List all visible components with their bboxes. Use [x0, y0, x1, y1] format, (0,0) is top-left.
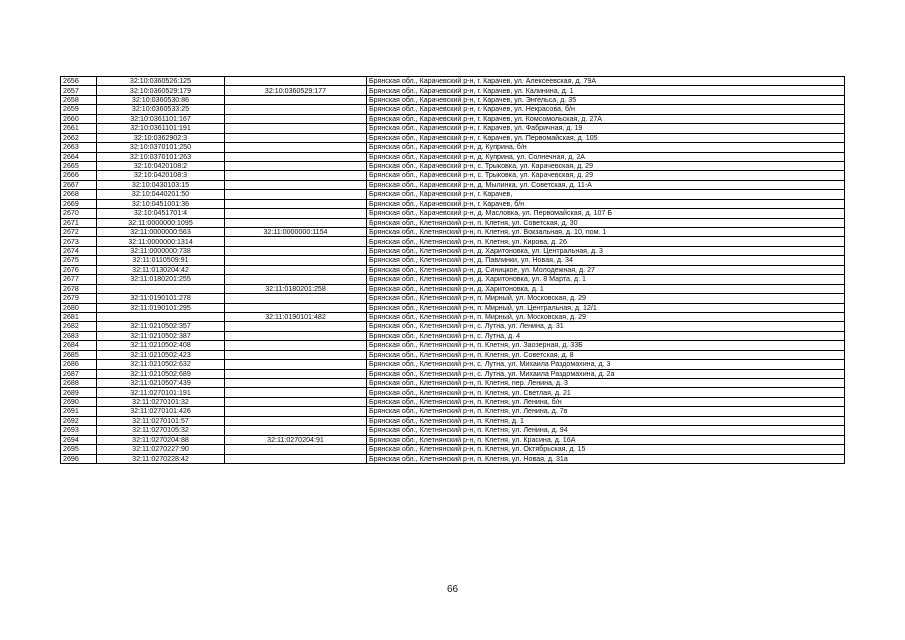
related-cadastral-number-cell [225, 256, 367, 265]
row-number-cell: 2681 [61, 312, 97, 321]
registry-table [60, 76, 845, 464]
table-row [61, 105, 845, 114]
row-number-cell: 2688 [61, 379, 97, 388]
cadastral-number-cell: 32:10:0362902:3 [97, 133, 225, 142]
address-cell: Брянская обл., Клетнянский р-н, п. Клетня, ул. Красина, д. 16А [367, 435, 845, 444]
cadastral-number-cell: 32:11:0210502:408 [97, 341, 225, 350]
table-row [61, 275, 845, 284]
related-cadastral-number-cell [225, 294, 367, 303]
related-cadastral-number-cell [225, 246, 367, 255]
address-cell: Брянская обл., Клетнянский р-н, с. Лутна, ул. Михаила Раздомахина, д. 2а [367, 369, 845, 378]
table-row [61, 445, 845, 454]
table-row [61, 124, 845, 133]
row-number-cell: 2660 [61, 114, 97, 123]
cadastral-number-cell: 32:11:0270101:426 [97, 407, 225, 416]
related-cadastral-number-cell: 32:11:0180201:258 [225, 284, 367, 293]
related-cadastral-number-cell [225, 407, 367, 416]
cadastral-number-cell: 32:11:0000000:738 [97, 246, 225, 255]
address-cell: Брянская обл., Карачевский р-н, г. Карачев, б/н [367, 199, 845, 208]
row-number-cell: 2683 [61, 331, 97, 340]
row-number-cell: 2658 [61, 95, 97, 104]
row-number-cell: 2684 [61, 341, 97, 350]
address-cell: Брянская обл., Клетнянский р-н, д. Харитоновка, д. 1 [367, 284, 845, 293]
table-row [61, 303, 845, 312]
registry-table-body [61, 77, 845, 464]
table-row [61, 190, 845, 199]
row-number-cell: 2687 [61, 369, 97, 378]
address-cell: Брянская обл., Карачевский р-н, г. Карачев, ул. Первомайская, д. 105 [367, 133, 845, 142]
address-cell: Брянская обл., Клетнянский р-н, с. Лутна, д. 4 [367, 331, 845, 340]
table-row [61, 256, 845, 265]
table-row [61, 171, 845, 180]
row-number-cell: 2694 [61, 435, 97, 444]
row-number-cell: 2670 [61, 209, 97, 218]
address-cell: Брянская обл., Карачевский р-н, д. Куприна, б/н [367, 143, 845, 152]
cadastral-number-cell: 32:10:0360530:86 [97, 95, 225, 104]
cadastral-number-cell: 32:10:0430103:15 [97, 180, 225, 189]
related-cadastral-number-cell [225, 152, 367, 161]
table-row [61, 435, 845, 444]
row-number-cell: 2678 [61, 284, 97, 293]
related-cadastral-number-cell [225, 77, 367, 86]
related-cadastral-number-cell [225, 360, 367, 369]
table-row [61, 77, 845, 86]
row-number-cell: 2661 [61, 124, 97, 133]
address-cell: Брянская обл., Клетнянский р-н, п. Клетня, ул. Ленина, б/н [367, 397, 845, 406]
table-row [61, 237, 845, 246]
cadastral-number-cell: 32:11:0270228:42 [97, 454, 225, 463]
related-cadastral-number-cell [225, 161, 367, 170]
related-cadastral-number-cell [225, 171, 367, 180]
cadastral-number-cell: 32:10:0370101:263 [97, 152, 225, 161]
cadastral-number-cell: 32:10:0420108:3 [97, 171, 225, 180]
cadastral-number-cell: 32:11:0210502:423 [97, 350, 225, 359]
related-cadastral-number-cell: 32:11:0270204:91 [225, 435, 367, 444]
related-cadastral-number-cell [225, 275, 367, 284]
row-number-cell: 2691 [61, 407, 97, 416]
address-cell: Брянская обл., Карачевский р-н, г. Карачев, ул. Некрасова, б/н [367, 105, 845, 114]
address-cell: Брянская обл., Клетнянский р-н, п. Мирный, ул. Московская, д. 29 [367, 294, 845, 303]
cadastral-number-cell: 32:11:0190101:278 [97, 294, 225, 303]
related-cadastral-number-cell [225, 199, 367, 208]
related-cadastral-number-cell [225, 322, 367, 331]
related-cadastral-number-cell [225, 397, 367, 406]
address-cell: Брянская обл., Клетнянский р-н, д. Синицкое, ул. Молодежная, д. 27 [367, 265, 845, 274]
cadastral-number-cell: 32:10:0440201:50 [97, 190, 225, 199]
related-cadastral-number-cell [225, 105, 367, 114]
row-number-cell: 2693 [61, 426, 97, 435]
related-cadastral-number-cell [225, 331, 367, 340]
related-cadastral-number-cell [225, 379, 367, 388]
table-row [61, 388, 845, 397]
row-number-cell: 2696 [61, 454, 97, 463]
row-number-cell: 2690 [61, 397, 97, 406]
cadastral-number-cell: 32:10:0360526:125 [97, 77, 225, 86]
table-row [61, 218, 845, 227]
address-cell: Брянская обл., Клетнянский р-н, д. Харитоновка, ул. Центральная, д. 3 [367, 246, 845, 255]
related-cadastral-number-cell [225, 114, 367, 123]
table-row [61, 369, 845, 378]
related-cadastral-number-cell [225, 388, 367, 397]
table-row [61, 426, 845, 435]
row-number-cell: 2659 [61, 105, 97, 114]
table-row [61, 133, 845, 142]
cadastral-number-cell: 32:11:0270101:191 [97, 388, 225, 397]
related-cadastral-number-cell [225, 303, 367, 312]
row-number-cell: 2657 [61, 86, 97, 95]
related-cadastral-number-cell [225, 133, 367, 142]
page-number: 66 [446, 584, 459, 595]
cadastral-number-cell: 32:11:0270105:32 [97, 426, 225, 435]
table-row [61, 143, 845, 152]
address-cell: Брянская обл., Клетнянский р-н, д. Павлинки, ул. Новая, д. 34 [367, 256, 845, 265]
related-cadastral-number-cell [225, 190, 367, 199]
row-number-cell: 2666 [61, 171, 97, 180]
table-row [61, 397, 845, 406]
address-cell: Брянская обл., Клетнянский р-н, п. Клетня, ул. Советская, д. 8 [367, 350, 845, 359]
cadastral-number-cell: 32:10:0420108:2 [97, 161, 225, 170]
cadastral-number-cell: 32:11:0000000:1314 [97, 237, 225, 246]
address-cell: Брянская обл., Клетнянский р-н, п. Клетня, пер. Ленина, д. 3 [367, 379, 845, 388]
table-row [61, 350, 845, 359]
table-row [61, 199, 845, 208]
table-row [61, 331, 845, 340]
cadastral-number-cell: 32:11:0210502:632 [97, 360, 225, 369]
row-number-cell: 2665 [61, 161, 97, 170]
row-number-cell: 2679 [61, 294, 97, 303]
row-number-cell: 2671 [61, 218, 97, 227]
table-row [61, 416, 845, 425]
table-row [61, 86, 845, 95]
related-cadastral-number-cell [225, 218, 367, 227]
table-row [61, 312, 845, 321]
row-number-cell: 2669 [61, 199, 97, 208]
table-row [61, 407, 845, 416]
related-cadastral-number-cell [225, 265, 367, 274]
related-cadastral-number-cell [225, 426, 367, 435]
row-number-cell: 2676 [61, 265, 97, 274]
cadastral-number-cell: 32:11:0270101:57 [97, 416, 225, 425]
row-number-cell: 2668 [61, 190, 97, 199]
cadastral-number-cell: 32:11:0210502:357 [97, 322, 225, 331]
row-number-cell: 2667 [61, 180, 97, 189]
table-row [61, 379, 845, 388]
table-row [61, 246, 845, 255]
related-cadastral-number-cell [225, 95, 367, 104]
row-number-cell: 2674 [61, 246, 97, 255]
address-cell: Брянская обл., Карачевский р-н, с. Трыковка, ул. Карачевская, д. 29 [367, 171, 845, 180]
address-cell: Брянская обл., Клетнянский р-н, п. Мирный, ул. Московская, д. 29 [367, 312, 845, 321]
address-cell: Брянская обл., Клетнянский р-н, п. Мирный, ул. Центральная, д. 12/1 [367, 303, 845, 312]
related-cadastral-number-cell [225, 369, 367, 378]
table-row [61, 454, 845, 463]
address-cell: Брянская обл., Карачевский р-н, д. Мылинка, ул. Советская, д. 11-А [367, 180, 845, 189]
address-cell: Брянская обл., Карачевский р-н, г. Карачев, ул. Калинина, д. 1 [367, 86, 845, 95]
table-row [61, 180, 845, 189]
cadastral-number-cell: 32:11:0210502:689 [97, 369, 225, 378]
address-cell: Брянская обл., Карачевский р-н, д. Куприна, ул. Солнечная, д. 2А [367, 152, 845, 161]
cadastral-number-cell: 32:10:0360533:25 [97, 105, 225, 114]
table-row [61, 228, 845, 237]
related-cadastral-number-cell [225, 143, 367, 152]
row-number-cell: 2685 [61, 350, 97, 359]
table-row [61, 95, 845, 104]
cadastral-number-cell: 32:10:0451701:4 [97, 209, 225, 218]
table-row [61, 265, 845, 274]
address-cell: Брянская обл., Карачевский р-н, с. Трыковка, ул. Карачевская, д. 29 [367, 161, 845, 170]
table-row [61, 341, 845, 350]
related-cadastral-number-cell [225, 445, 367, 454]
address-cell: Брянская обл., Карачевский р-н, д. Масловка, ул. Первомайская, д. 107 Б [367, 209, 845, 218]
related-cadastral-number-cell [225, 341, 367, 350]
cadastral-number-cell: 32:11:0210502:387 [97, 331, 225, 340]
cadastral-number-cell: 32:10:0361101:191 [97, 124, 225, 133]
row-number-cell: 2656 [61, 77, 97, 86]
address-cell: Брянская обл., Клетнянский р-н, д. Харитоновка, ул. 8 Марта, д. 1 [367, 275, 845, 284]
address-cell: Брянская обл., Клетнянский р-н, п. Клетня, ул. Ленина, д. 7в [367, 407, 845, 416]
row-number-cell: 2680 [61, 303, 97, 312]
table-row [61, 209, 845, 218]
address-cell: Брянская обл., Клетнянский р-н, п. Клетня, ул. Светлая, д. 21 [367, 388, 845, 397]
cadastral-number-cell: 32:11:0000000:1095 [97, 218, 225, 227]
cadastral-number-cell [97, 284, 225, 293]
cadastral-number-cell: 32:11:0270101:32 [97, 397, 225, 406]
cadastral-number-cell: 32:11:0130204:42 [97, 265, 225, 274]
related-cadastral-number-cell: 32:10:0360529:177 [225, 86, 367, 95]
related-cadastral-number-cell [225, 124, 367, 133]
table-row [61, 360, 845, 369]
table-row [61, 294, 845, 303]
table-row [61, 161, 845, 170]
row-number-cell: 2682 [61, 322, 97, 331]
related-cadastral-number-cell [225, 416, 367, 425]
row-number-cell: 2692 [61, 416, 97, 425]
address-cell: Брянская обл., Клетнянский р-н, с. Лутна, ул. Ленина, д. 31 [367, 322, 845, 331]
address-cell: Брянская обл., Карачевский р-н, г. Карачев, ул. Алексеевская, д. 79А [367, 77, 845, 86]
cadastral-number-cell [97, 312, 225, 321]
cadastral-number-cell: 32:11:0110509:91 [97, 256, 225, 265]
row-number-cell: 2664 [61, 152, 97, 161]
address-cell: Брянская обл., Клетнянский р-н, с. Лутна, ул. Михаила Раздомахина, д. 3 [367, 360, 845, 369]
cadastral-number-cell: 32:10:0370101:250 [97, 143, 225, 152]
row-number-cell: 2662 [61, 133, 97, 142]
address-cell: Брянская обл., Клетнянский р-н, п. Клетня, ул. Советская, д. 30 [367, 218, 845, 227]
cadastral-number-cell: 32:11:0180201:255 [97, 275, 225, 284]
table-row [61, 114, 845, 123]
address-cell: Брянская обл., Клетнянский р-н, п. Клетня, ул. Вокзальная, д. 10, пом. 1 [367, 228, 845, 237]
address-cell: Брянская обл., Клетнянский р-н, п. Клетня, ул. Новая, д. 31а [367, 454, 845, 463]
cadastral-number-cell: 32:10:0360529:179 [97, 86, 225, 95]
row-number-cell: 2695 [61, 445, 97, 454]
related-cadastral-number-cell [225, 350, 367, 359]
row-number-cell: 2689 [61, 388, 97, 397]
related-cadastral-number-cell [225, 454, 367, 463]
address-cell: Брянская обл., Клетнянский р-н, п. Клетня, ул. Кирова, д. 26 [367, 237, 845, 246]
related-cadastral-number-cell: 32:11:0000000:1154 [225, 228, 367, 237]
table-row [61, 322, 845, 331]
cadastral-number-cell: 32:11:0270204:88 [97, 435, 225, 444]
address-cell: Брянская обл., Клетнянский р-н, п. Клетня, ул. Ленина, д. 94 [367, 426, 845, 435]
row-number-cell: 2663 [61, 143, 97, 152]
cadastral-number-cell: 32:11:0210507:439 [97, 379, 225, 388]
address-cell: Брянская обл., Карачевский р-н, г. Карачев, ул. Фабричная, д. 19 [367, 124, 845, 133]
address-cell: Брянская обл., Карачевский р-н, г. Карачев, [367, 190, 845, 199]
cadastral-number-cell: 32:11:0270227:90 [97, 445, 225, 454]
table-row [61, 284, 845, 293]
cadastral-number-cell: 32:11:0190101:295 [97, 303, 225, 312]
row-number-cell: 2672 [61, 228, 97, 237]
row-number-cell: 2686 [61, 360, 97, 369]
address-cell: Брянская обл., Карачевский р-н, г. Карачев, ул. Комсомольская, д. 27А [367, 114, 845, 123]
address-cell: Брянская обл., Клетнянский р-н, п. Клетня, д. 1 [367, 416, 845, 425]
row-number-cell: 2675 [61, 256, 97, 265]
address-cell: Брянская обл., Карачевский р-н, г. Карачев, ул. Энгельса, д. 35 [367, 95, 845, 104]
cadastral-number-cell: 32:10:0451001:36 [97, 199, 225, 208]
row-number-cell: 2677 [61, 275, 97, 284]
table-row [61, 152, 845, 161]
cadastral-number-cell: 32:11:0000000:563 [97, 228, 225, 237]
address-cell: Брянская обл., Клетнянский р-н, п. Клетня, ул. Заозерная, д. 33Б [367, 341, 845, 350]
address-cell: Брянская обл., Клетнянский р-н, п. Клетня, ул. Октябрьская, д. 15 [367, 445, 845, 454]
related-cadastral-number-cell [225, 209, 367, 218]
related-cadastral-number-cell: 32:11:0190101:482 [225, 312, 367, 321]
related-cadastral-number-cell [225, 237, 367, 246]
cadastral-number-cell: 32:10:0361101:167 [97, 114, 225, 123]
row-number-cell: 2673 [61, 237, 97, 246]
related-cadastral-number-cell [225, 180, 367, 189]
